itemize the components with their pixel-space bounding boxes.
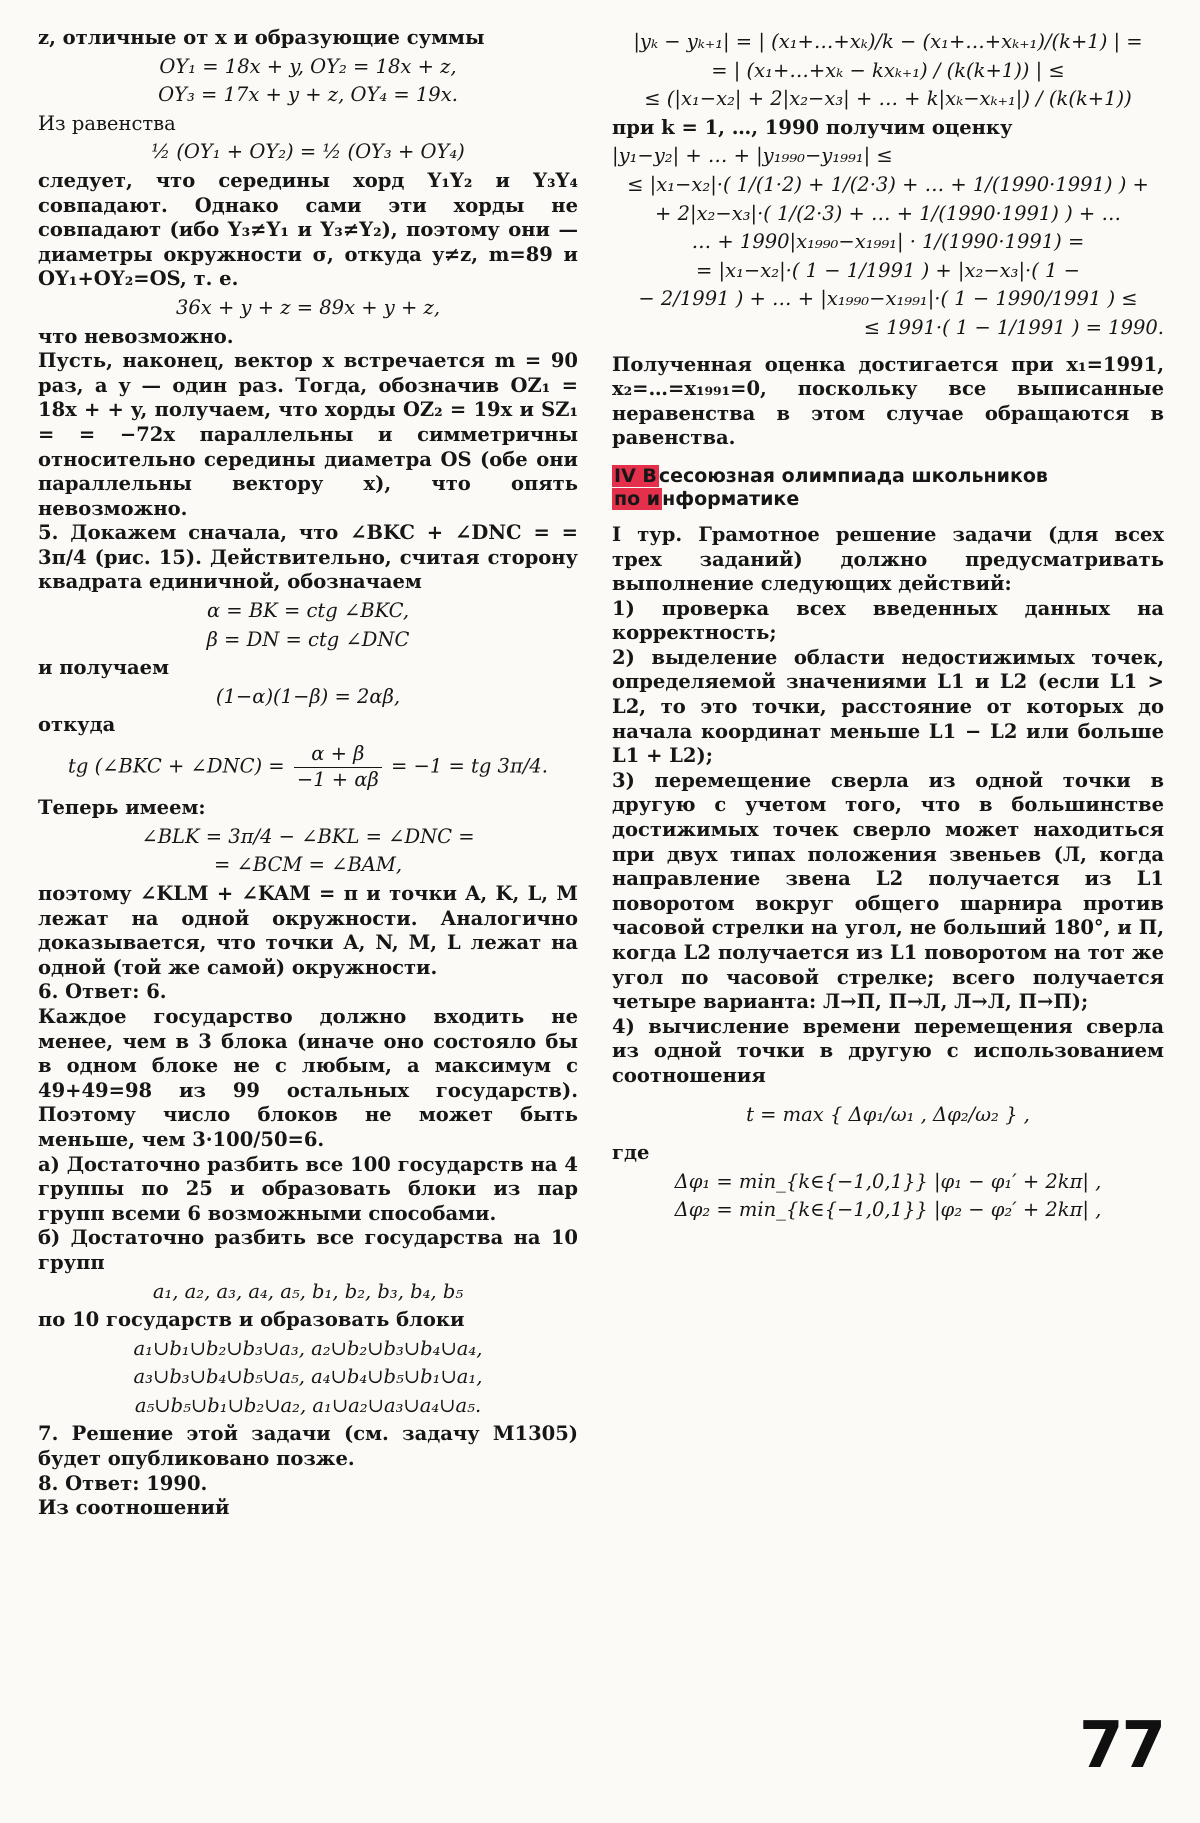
answer-line: 8. Ответ: 1990. <box>38 1471 208 1495</box>
paragraph: а) Достаточно разбить все 100 государств на 4 группы по 25 и образовать блоки из пар групп всеми 6 возможными способами. <box>38 1152 578 1225</box>
equation: (1−α)(1−β) = 2αβ, <box>215 684 401 708</box>
text-line: при k = 1, …, 1990 получим оценку <box>612 115 1013 139</box>
list-item: 2) выделение области недостижимых точек, определяемой значениями L1 и L2 (если L1 > L2, то это точки, расстояние от которых до начала координат меньше L1 − L2 или больше L1 + L2); <box>612 645 1164 768</box>
answer-line: 6. Ответ: 6. <box>38 980 167 1004</box>
equation: 36x + y + z = 89x + y + z, <box>175 295 441 319</box>
paragraph: б) Достаточно разбить все государства на 10 групп <box>38 1226 578 1274</box>
heading-highlight: по и <box>614 487 661 510</box>
equation: |yₖ − yₖ₊₁| = | (x₁+…+xₖ)/k − (x₁+…+xₖ₊₁)/(k+1) | = <box>633 30 1143 53</box>
equation-part: = −1 = tg 3π/4. <box>391 754 548 778</box>
fraction-denominator: −1 + αβ <box>296 767 379 791</box>
text-line: что невозможно. <box>38 324 234 348</box>
equation: ≤ |x₁−x₂|·( 1/(1·2) + 1/(2·3) + … + 1/(1990·1991) ) + <box>627 172 1149 196</box>
text-line: z, отличные от x и образующие суммы <box>38 26 485 49</box>
text-line: где <box>612 1141 650 1165</box>
text-line: Из соотношений <box>38 1496 230 1520</box>
equation: a₃∪b₃∪b₄∪b₅∪a₅, a₄∪b₄∪b₅∪b₁∪a₁, <box>133 1365 483 1389</box>
equation: a₁, a₂, a₃, a₄, a₅, b₁, b₂, b₃, b₄, b₅ <box>152 1279 464 1303</box>
fraction <box>294 742 382 792</box>
fraction-numerator: α + β <box>294 742 382 768</box>
paragraph: следует, что середины хорд Y₁Y₂ и Y₃Y₄ совпадают. Однако сами эти хорды не совпадают (ибо Y₃≠Y₁ и Y₃≠Y₂), поэтому они — диаметры окружности σ, откуда y≠z, m=89 и OY₁+OY₂=OS, т. е. <box>38 168 578 291</box>
equation: a₁∪b₁∪b₂∪b₃∪a₃, a₂∪b₂∪b₃∪b₄∪a₄, <box>133 1336 483 1360</box>
text-line: по 10 государств и образовать блоки <box>38 1308 465 1332</box>
text-line: и получаем <box>38 656 170 680</box>
equation: α = BK = ctg ∠BKC, <box>206 599 410 623</box>
left-column <box>38 26 578 1521</box>
section-heading <box>612 465 1164 511</box>
text-line: откуда <box>38 713 116 737</box>
paragraph: I тур. Грамотное решение задачи (для всех трех заданий) должно предусматривать выполнение следующих действий: <box>612 522 1164 596</box>
paragraph: поэтому ∠KLM + ∠KAM = π и точки A, K, L, M лежат на одной окружности. Аналогично доказывается, что точки A, N, M, L лежат на одной (той же самой) окружности. <box>38 882 578 979</box>
equation: + 2|x₂−x₃|·( 1/(2·3) + … + 1/(1990·1991) ) + … <box>655 201 1121 225</box>
equation: = ∠BCM = ∠BAM, <box>213 853 403 877</box>
paragraph: Пусть, наконец, вектор x встречается m = 90 раз, а y — один раз. Тогда, обозначив OZ₁ = 18x + + y, получаем, что хорды OZ₂ = 19x и SZ₁ = = −72x параллельны и симметричны относительно середины диаметра OS (обе они параллельны вектору x), что опять невозможно. <box>38 349 578 520</box>
equation <box>38 742 578 792</box>
paragraph: 7. Решение этой задачи (см. задачу М1305) будет опубликовано позже. <box>38 1422 578 1471</box>
equation: ∠BLK = 3π/4 − ∠BKL = ∠DNC = <box>141 824 475 848</box>
equation: = |x₁−x₂|·( 1 − 1/1991 ) + |x₂−x₃|·( 1 − <box>696 258 1080 282</box>
list-item: 4) вычисление времени перемещения сверла из одной точки в другую с использованием соотношения <box>612 1014 1164 1087</box>
equation: − 2/1991 ) + … + |x₁₉₉₀−x₁₉₉₁|·( 1 − 1990/1991 ) ≤ <box>638 287 1138 311</box>
text-line: Из равенства <box>38 111 176 135</box>
equation: OY₃ = 17x + y + z, OY₄ = 19x. <box>158 83 458 107</box>
equation: a₅∪b₅∪b₁∪b₂∪a₂, a₁∪a₂∪a₃∪a₄∪a₅. <box>134 1393 482 1417</box>
right-column <box>612 26 1164 1227</box>
equation: ≤ 1991·( 1 − 1/1991 ) = 1990. <box>863 315 1164 339</box>
equation: ≤ (|x₁−x₂| + 2|x₂−x₃| + … + k|xₖ−xₖ₊₁|) / (k(k+1)) <box>644 87 1132 111</box>
heading-highlight: IV В <box>614 464 657 487</box>
list-item: 3) перемещение сверла из одной точки в другую с учетом того, что в большинстве достижимых точек сверло может находиться при двух типах положения звеньев (Л, когда направление звена L2 получается из L1 поворотом вокруг общего шарнира против часовой стрелки на угол, не больший 180°, и П, когда L2 получается из L1 поворотом на тот же угол по часовой стрелке; всего получается четыре варианта: Л→П, П→Л, Л→Л, П→П); <box>612 768 1164 1014</box>
equation: … + 1990|x₁₉₉₀−x₁₉₉₁| · 1/(1990·1991) = <box>691 230 1085 254</box>
equation: ½ (OY₁ + OY₂) = ½ (OY₃ + OY₄) <box>151 140 465 164</box>
equation: = | (x₁+…+xₖ − kxₖ₊₁) / (k(k+1)) | ≤ <box>711 58 1065 82</box>
equation: β = DN = ctg ∠DNC <box>206 627 410 651</box>
heading-text: нформатике <box>662 487 800 510</box>
page-number: 77 <box>1078 1709 1164 1783</box>
equation: OY₁ = 18x + y, OY₂ = 18x + z, <box>159 54 457 78</box>
heading-text: сесоюзная олимпиада школьников <box>658 464 1048 487</box>
paragraph: Полученная оценка достигается при x₁=1991, x₂=…=x₁₉₉₁=0, поскольку все выписанные неравенства в этом случае обращаются в равенства. <box>612 352 1164 450</box>
text-line: Теперь имеем: <box>38 796 206 820</box>
equation: Δφ₁ = min_{k∈{−1,0,1}} |φ₁ − φ₁′ + 2kπ| , <box>674 1169 1102 1193</box>
list-item: 1) проверка всех введенных данных на корректность; <box>612 596 1164 645</box>
paragraph: 5. Докажем сначала, что ∠BKC + ∠DNC = = 3π/4 (рис. 15). Действительно, считая сторону квадрата единичной, обозначаем <box>38 521 578 594</box>
equation: |y₁−y₂| + … + |y₁₉₉₀−y₁₉₉₁| ≤ <box>612 144 893 168</box>
equation: Δφ₂ = min_{k∈{−1,0,1}} |φ₂ − φ₂′ + 2kπ| , <box>674 1198 1102 1222</box>
paragraph: Каждое государство должно входить не менее, чем в 3 блока (иначе оно состояло бы в одном блоке не с любым, а максимум с 49+49=98 из 99 остальных государств). Поэтому число блоков не может быть меньше, чем 3·100/50=6. <box>38 1004 578 1151</box>
equation-part: tg (∠BKC + ∠DNC) = <box>68 754 285 778</box>
equation: t = max { Δφ₁/ω₁ , Δφ₂/ω₂ } , <box>746 1102 1030 1126</box>
